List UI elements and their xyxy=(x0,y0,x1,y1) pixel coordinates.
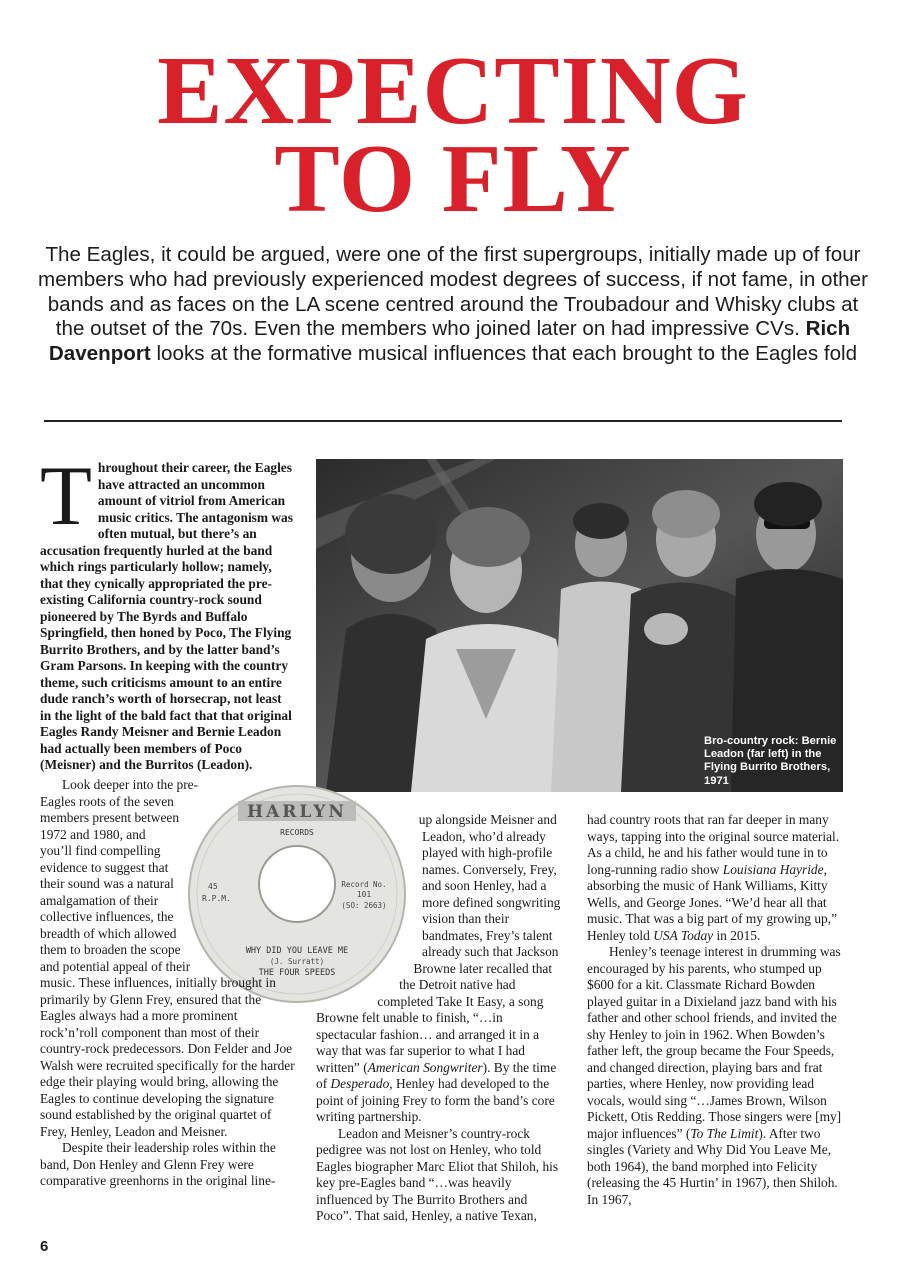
photo-caption: Bro-country rock: Bernie Leadon (far left) in the Flying Burrito Brothers, 1971 xyxy=(704,735,837,787)
record-number-label: Record No. xyxy=(341,880,387,889)
standfirst-text-end: looks at the formative musical influences that each brought to the Eagles fold xyxy=(156,342,858,366)
drop-cap: T xyxy=(40,449,92,543)
paragraph: Leadon and Meisner’s country-rock pedigree was not lost on Henley, who told Eagles biographer Marc Eliot that Shiloh, his key pre-Eagles band “…was heavily influenced by The Burrito Brothers and Poco”. That said, Henley, a native Texan, xyxy=(316,1125,559,1223)
record-matrix: (SO: 2663) xyxy=(341,901,387,910)
record-writer: (J. Surratt) xyxy=(269,957,325,966)
record-speed: 45 xyxy=(208,882,218,891)
divider-rule xyxy=(44,420,842,422)
page-number: 6 xyxy=(40,1238,49,1255)
headline-line-1: EXPECTING xyxy=(157,37,749,145)
article-column-3 xyxy=(587,812,843,1208)
record-sublabel: RECORDS xyxy=(280,828,314,837)
record-label-name: HARLYN xyxy=(247,802,347,822)
record-number: 101 xyxy=(356,890,372,899)
article-intro xyxy=(40,449,296,774)
standfirst-text: The Eagles, it could be argued, were one of the first supergroups, initially made up of four members who had previously experienced modest degrees of success, if not fame, in other bands and as faces on the LA scene centred around the Troubadour and Whisky clubs at the outset of the 70s. Even the members who joined later on had impressive CVs. xyxy=(38,243,868,341)
paragraph: Henley’s teenage interest in drumming was encouraged by his parents, who stumped up $600 for a kit. Classmate Richard Bowden played guitar in a Dixieland jazz band with his father and other school friends, and invited the shy Henley to join in 1962. When Bowden’s father left, the group became the Four Speeds, and changed direction, playing bars and frat parties, where Henley, now providing lead vocals, would sing “…James Brown, Wilson Pickett, Otis Redding. Those singers were [my] major influences” (To The Limit). After two singles (Variety and Why Did You Leave Me, both 1964), the band morphed into Felicity (releasing the 45 Hurtin’ in 1967), then Shiloh. In 1967, xyxy=(587,944,842,1207)
article-column-2 xyxy=(316,812,564,1225)
intro-text: hroughout their career, the Eagles have attracted an uncommon amount of vitriol from American music critics. The antagonism was often mutual, but there’s an accusation frequently hurled at the band which rings particularly hollow; namely, that they cynically appropriated the pre-existing California country-rock sound pioneered by The Byrds and Buffalo Springfield, then honed by Poco, The Flying Burrito Brothers, and by the latter band’s Gram Parsons. In keeping with the country theme, such criticisms amount to an entire dude ranch’s worth of horsecrap, not least in the light of the bald fact that that original Eagles Randy Meisner and Bernie Leadon had actually been members of Poco (Meisner) and the Burritos (Leadon). xyxy=(40,460,293,772)
article-column-1 xyxy=(40,777,296,1190)
record-artist: THE FOUR SPEEDS xyxy=(258,968,336,978)
record-speed-unit: R.P.M. xyxy=(202,894,231,903)
paragraph: had country roots that ran far deeper in many ways, tapping into the original source material. As a child, he and his father would tune in to long-running radio show Louisiana Hayride, absorbing the music of Hank Williams, Kitty Wells, and George Jones. “We’d hear all that music. That was a big part of my growing up,” Henley told USA Today in 2015. xyxy=(587,812,840,943)
record-song-title: WHY DID YOU LEAVE ME xyxy=(245,946,349,956)
paragraph: Despite their leadership roles within the band, Don Henley and Glenn Frey were comparative greenhorns in the original line- xyxy=(40,1140,276,1188)
author-name: Rich Davenport xyxy=(48,317,851,366)
paragraph: Look deeper into the pre-Eagles roots of the seven members present between 1972 and 1980, and you’ll find compelling evidence to suggest that their sound was a natural amalgamation of their collective influences, the breadth of which allowed them to broaden the scope and potential appeal of their music. These influences, initially brought in primarily by Glenn Frey, ensured that the Eagles always had a more prominent rock’n’roll component than most of their country-rock predecessors. Don Felder and Joe Walsh were recruited specifically for the harder edge their playing would bring, allowing the Eagles to continue developing the signature sound established by the original quartet of Frey, Henley, Leadon and Meisner. xyxy=(40,777,295,1139)
paragraph: up alongside Meisner and Leadon, who’d already played with high-profile names. Conversely, Frey, and soon Henley, had a more defined songwriting vision than their bandmates, Frey’s talent already such that Jackson Browne later recalled that the Detroit native had completed Take It Easy, a song Browne felt unable to finish, “…in spectacular fashion… and arranged it in a way that was far superior to what I had written” (American Songwriter). By the time of Desperado, Henley had developed to the point of joining Frey to form the band’s core writing partnership. xyxy=(316,812,561,1124)
standfirst xyxy=(38,243,868,367)
headline-line-2: TO FLY xyxy=(274,125,632,233)
